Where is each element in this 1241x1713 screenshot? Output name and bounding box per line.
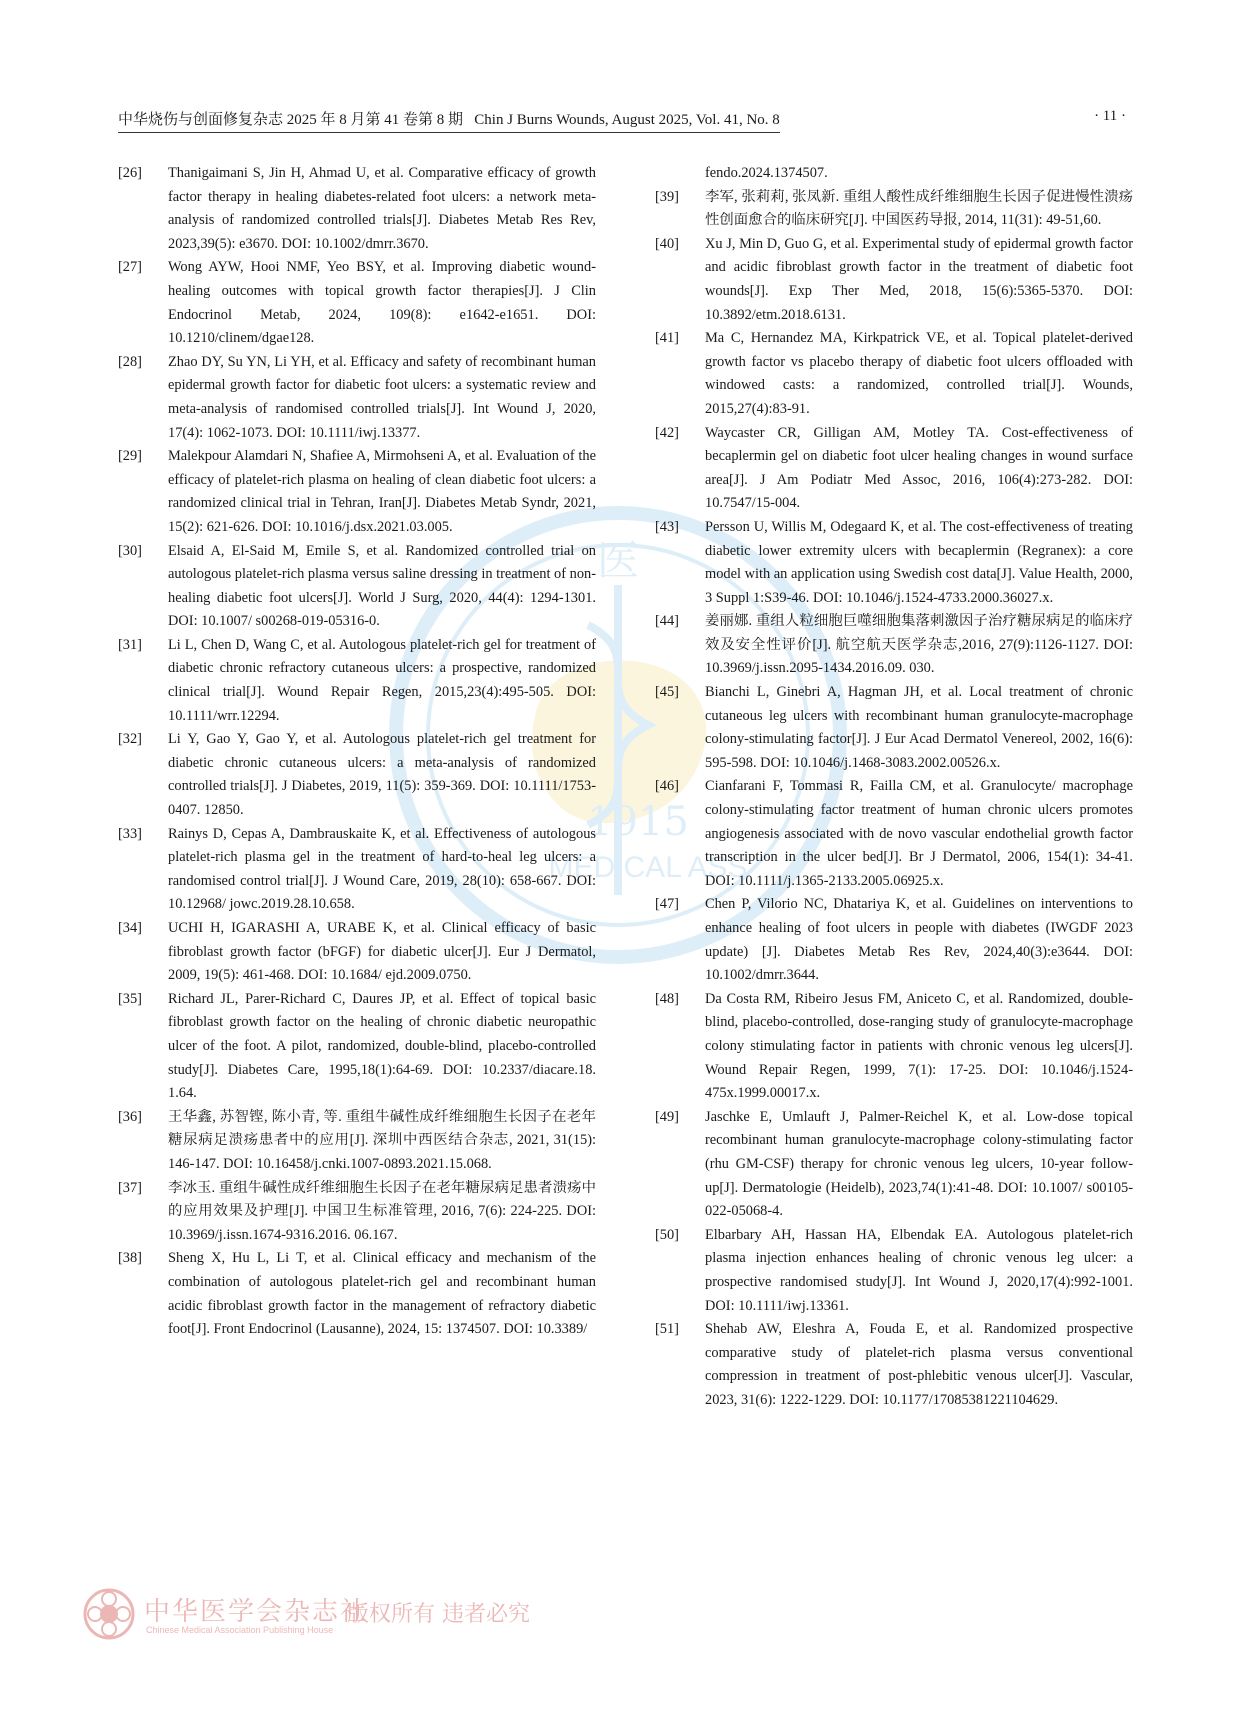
reference-item xyxy=(655,681,1133,775)
reference-item xyxy=(118,256,596,350)
reference-number: [50] xyxy=(655,1226,679,1243)
reference-number: [49] xyxy=(655,1108,679,1125)
reference-text: Elbarbary AH, Hassan HA, Elbendak EA. Autologous platelet-rich plasma injection enhances healing of chronic venous leg ulcer: a prospective randomised study[J]. Int Wound J, 2020,17(4):992-1001. DOI: 10.1111/iwj.13361. xyxy=(705,1226,1133,1314)
reference-item xyxy=(655,1224,1133,1318)
reference-item xyxy=(118,917,596,988)
reference-item xyxy=(655,186,1133,233)
reference-number: [33] xyxy=(118,825,142,842)
journal-name-cn: 中华烧伤与创面修复杂志 2025 年 8 月第 41 卷第 8 期 xyxy=(118,112,464,128)
reference-number: [46] xyxy=(655,778,679,795)
page-number: · 11 · xyxy=(1094,108,1126,124)
reference-text: 王华鑫, 苏智铿, 陈小青, 等. 重组牛碱性成纤维细胞生长因子在老年糖尿病足溃疡患者中的应用[J]. 深圳中西医结合杂志, 2021, 31(15): 146-147. DOI: 10.16458/j.cnki.1007-0893.2021.15.068. xyxy=(168,1108,596,1172)
reference-item xyxy=(655,327,1133,421)
reference-item xyxy=(655,893,1133,987)
reference-item xyxy=(118,823,596,917)
reference-item xyxy=(655,1106,1133,1224)
reference-number: [44] xyxy=(655,613,679,630)
reference-item xyxy=(118,1177,596,1248)
reference-number: [51] xyxy=(655,1321,679,1338)
reference-text: Wong AYW, Hooi NMF, Yeo BSY, et al. Improving diabetic wound-healing outcomes with topical growth factor therapies[J]. J Clin Endocrinol Metab, 2024, 109(8): e1642-e1651. DOI: 10.1210/clinem/dgae128. xyxy=(168,259,596,347)
reference-text: 李军, 张莉莉, 张凤新. 重组人酸性成纤维细胞生长因子促进慢性溃疡性创面愈合的临床研究[J]. 中国医药导报, 2014, 11(31): 49-51,60. xyxy=(705,188,1133,229)
reference-number: [35] xyxy=(118,990,142,1007)
reference-item xyxy=(118,351,596,445)
reference-number: [39] xyxy=(655,188,679,205)
reference-item xyxy=(118,162,596,256)
reference-item xyxy=(655,775,1133,893)
journal-name-en: Chin J Burns Wounds, August 2025, Vol. 41, No. 8 xyxy=(474,112,780,128)
reference-item xyxy=(118,445,596,539)
reference-item xyxy=(655,610,1133,681)
reference-text: Sheng X, Hu L, Li T, et al. Clinical efficacy and mechanism of the combination of autologous platelet-rich gel and recombinant human acidic fibroblast growth factor in the management of refractory diabetic foot[J]. Front Endocrinol (Lausanne), 2024, 15: 1374507. DOI: 10.3389/ xyxy=(168,1250,596,1338)
journal-citation xyxy=(118,108,780,133)
reference-text: Shehab AW, Eleshra A, Fouda E, et al. Randomized prospective comparative study of platelet-rich plasma versus conventional compression in treatment of post-phlebitic venous ulcer[J]. Vascular, 2023, 31(6): 1222-1229. DOI: 10.1177/17085381221104629. xyxy=(705,1321,1133,1408)
reference-text: Thanigaimani S, Jin H, Ahmad U, et al. Comparative efficacy of growth factor therapy in healing diabetes-related foot ulcers: a network meta-analysis of randomized controlled trials[J]. Diabetes Metab Res Rev, 2023,39(5): e3670. DOI: 10.1002/dmrr.3670. xyxy=(168,165,596,252)
reference-item xyxy=(118,634,596,728)
reference-number: [40] xyxy=(655,235,679,252)
reference-text: Cianfarani F, Tommasi R, Failla CM, et al. Granulocyte/ macrophage colony-stimulating factor treatment of human chronic ulcers promotes angiogenesis associated with de novo vascular endothelial growth factor transcription in the ulcer bed[J]. Br J Dermatol, 2006, 154(1): 34-41. DOI: 10.1111/j.1365-2133.2005.06925.x. xyxy=(705,778,1133,889)
reference-text: Waycaster CR, Gilligan AM, Motley TA. Cost-effectiveness of becaplermin gel on diabetic foot ulcer healing changes in wound surface area[J]. J Am Podiatr Med Assoc, 2016, 106(4):273-282. DOI: 10.7547/15-004. xyxy=(705,424,1133,512)
reference-number: [32] xyxy=(118,731,142,748)
references-left-column xyxy=(118,162,596,1342)
reference-item xyxy=(118,728,596,822)
seal-text: MEDICAL ASS xyxy=(548,851,748,884)
reference-number: [30] xyxy=(118,542,142,559)
reference-number: [34] xyxy=(118,920,142,936)
reference-number: [36] xyxy=(118,1108,142,1125)
reference-continuation: fendo.2024.1374507. xyxy=(705,165,828,181)
reference-text: Elsaid A, El-Said M, Emile S, et al. Randomized controlled trial on autologous platelet-rich plasma versus saline dressing in treatment of non-healing diabetic foot ulcers[J]. World J Surg, 2020, 44(4): 1294-1301. DOI: 10.1007/ s00268-019-05316-0. xyxy=(168,542,597,630)
reference-text: Richard JL, Parer-Richard C, Daures JP, et al. Effect of topical basic fibroblast growth factor on the healing of chronic diabetic neuropathic ulcer of the foot. A pilot, randomized, double-blind, placebo-controlled study[J]. Diabetes Care, 1995,18(1):64-69. DOI: 10.2337/diacare.18. 1.64. xyxy=(168,990,596,1102)
reference-item xyxy=(655,988,1133,1106)
reference-item xyxy=(118,988,596,1106)
seal-year: 1915 xyxy=(587,799,689,845)
publisher-name-cn: 中华医学会杂志社 xyxy=(144,1597,369,1627)
reference-number: [31] xyxy=(118,636,142,653)
reference-number: [28] xyxy=(118,353,142,370)
reference-number: [37] xyxy=(118,1179,142,1196)
publisher-logo xyxy=(82,1585,602,1645)
copyright-slogan: 版权所有 违者必究 xyxy=(347,1602,530,1627)
reference-item xyxy=(655,422,1133,516)
reference-text: Li Y, Gao Y, Gao Y, et al. Autologous platelet-rich gel treatment for diabetic chronic cutaneous ulcers: a meta-analysis of randomized controlled trials[J]. J Diabetes, 2019, 11(5): 359-369. DOI: 10.1111/1753-0407. 12850. xyxy=(168,731,596,819)
publisher-name-en: Chinese Medical Association Publishing House xyxy=(146,1625,334,1635)
reference-item xyxy=(655,1318,1133,1412)
reference-item xyxy=(118,1106,596,1177)
reference-text: 李冰玉. 重组牛碱性成纤维细胞生长因子在老年糖尿病足患者溃疡中的应用效果及护理[J]. 中国卫生标准管理, 2016, 7(6): 224-225. DOI: 10.3969/j.issn.1674-9316.2016. 06.167. xyxy=(168,1179,596,1243)
references-right-column xyxy=(655,162,1133,1412)
reference-number: [47] xyxy=(655,896,679,913)
reference-text: 姜丽娜. 重组人粒细胞巨噬细胞集落刺激因子治疗糖尿病足的临床疗效及安全性评价[J]. 航空航天医学杂志,2016, 27(9):1126-1127. DOI: 10.3969/j.issn.2095-1434.2016.09. 030. xyxy=(705,613,1133,677)
reference-text: Rainys D, Cepas A, Dambrauskaite K, et al. Effectiveness of autologous platelet-rich plasma gel in the treatment of hard-to-heal leg ulcers: a randomised control trial[J]. J Wound Care, 2019, 28(10): 658-667. DOI: 10.12968/ jowc.2019.28.10.658. xyxy=(168,825,596,913)
reference-text: Chen P, Vilorio NC, Dhatariya K, et al. Guidelines on interventions to enhance healing of foot ulcers in people with diabetes (IWGDF 2023 update) [J]. Diabetes Metab Res Rev, 2024,40(3):e3644. DOI: 10.1002/dmrr.3644. xyxy=(705,896,1133,984)
reference-text: Zhao DY, Su YN, Li YH, et al. Efficacy and safety of recombinant human epidermal growth factor for diabetic foot ulcers: a systematic review and meta-analysis of randomised controlled trials[J]. Int Wound J, 2020, 17(4): 1062-1073. DOI: 10.1111/iwj.13377. xyxy=(168,353,596,441)
reference-item xyxy=(655,233,1133,327)
reference-text: Xu J, Min D, Guo G, et al. Experimental study of epidermal growth factor and acidic fibroblast growth factor in the treatment of diabetic foot wounds[J]. Exp Ther Med, 2018, 15(6):5365-5370. DOI: 10.3892/etm.2018.6131. xyxy=(705,235,1133,323)
reference-text: Jaschke E, Umlauft J, Palmer-Reichel K, et al. Low-dose topical recombinant human granulocyte-macrophage colony-stimulating factor (rhu GM-CSF) therapy for chronic venous leg ulcers, 10-year follow-up[J]. Dermatologie (Heidelb), 2023,74(1):41-48. DOI: 10.1007/ s00105-022-05068-4. xyxy=(705,1108,1133,1220)
reference-number: [29] xyxy=(118,448,142,465)
reference-item xyxy=(655,516,1133,610)
reference-text: Da Costa RM, Ribeiro Jesus FM, Aniceto C, et al. Randomized, double-blind, placebo-controlled, dose-ranging study of granulocyte-macrophage colony stimulating factor in patients with chronic venous leg ulcers[J]. Wound Repair Regen, 1999, 7(1): 17-25. DOI: 10.1046/j.1524-475x.1999.00017.x. xyxy=(705,990,1133,1102)
reference-text: Li L, Chen D, Wang C, et al. Autologous platelet-rich gel for treatment of diabetic chronic refractory cutaneous ulcers: a prospective, randomized clinical trial[J]. Wound Repair Regen, 2015,23(4):495-505. DOI: 10.1111/wrr.12294. xyxy=(168,636,596,724)
reference-number: [26] xyxy=(118,165,142,181)
reference-number: [27] xyxy=(118,259,142,276)
seal-char: 医 xyxy=(596,536,640,585)
reference-text: Malekpour Alamdari N, Shafiee A, Mirmohseni A, et al. Evaluation of the efficacy of platelet-rich plasma on healing of clean diabetic foot ulcers: a randomized clinical trial in Tehran, Iran[J]. Diabetes Metab Syndr, 2021, 15(2): 621-626. DOI: 10.1016/j.dsx.2021.03.005. xyxy=(168,448,596,535)
reference-number: [48] xyxy=(655,990,679,1007)
reference-text: UCHI H, IGARASHI A, URABE K, et al. Clinical efficacy of basic fibroblast growth factor (bFGF) for diabetic ulcer[J]. Eur J Dermatol, 2009, 19(5): 461-468. DOI: 10.1684/ ejd.2009.0750. xyxy=(168,920,596,984)
reference-number: [45] xyxy=(655,684,679,701)
publisher-seal-icon xyxy=(82,1587,136,1641)
reference-item xyxy=(118,1247,596,1341)
reference-text: Ma C, Hernandez MA, Kirkpatrick VE, et al. Topical platelet-derived growth factor vs placebo therapy of diabetic foot ulcers offloaded with windowed casts: a randomized, controlled trial[J]. Wounds, 2015,27(4):83-91. xyxy=(705,330,1133,417)
reference-number: [41] xyxy=(655,330,679,347)
reference-item xyxy=(118,540,596,634)
reference-text: Persson U, Willis M, Odegaard K, et al. The cost-effectiveness of treating diabetic lower extremity ulcers with becaplermin (Regranex): a core model with an application using Swedish cost data[J]. Value Health, 2000, 3 Suppl 1:S39-46. DOI: 10.1046/j.1524-4733.2000.36027.x. xyxy=(705,518,1133,606)
reference-number: [38] xyxy=(118,1250,142,1267)
reference-text: Bianchi L, Ginebri A, Hagman JH, et al. Local treatment of chronic cutaneous leg ulcers with recombinant human granulocyte-macrophage colony-stimulating factor[J]. J Eur Acad Dermatol Venereol, 2002, 16(6): 595-598. DOI: 10.1046/j.1468-3083.2002.00526.x. xyxy=(705,684,1133,771)
running-header xyxy=(118,108,1126,134)
reference-number: [42] xyxy=(655,424,679,441)
reference-number: [43] xyxy=(655,518,679,535)
